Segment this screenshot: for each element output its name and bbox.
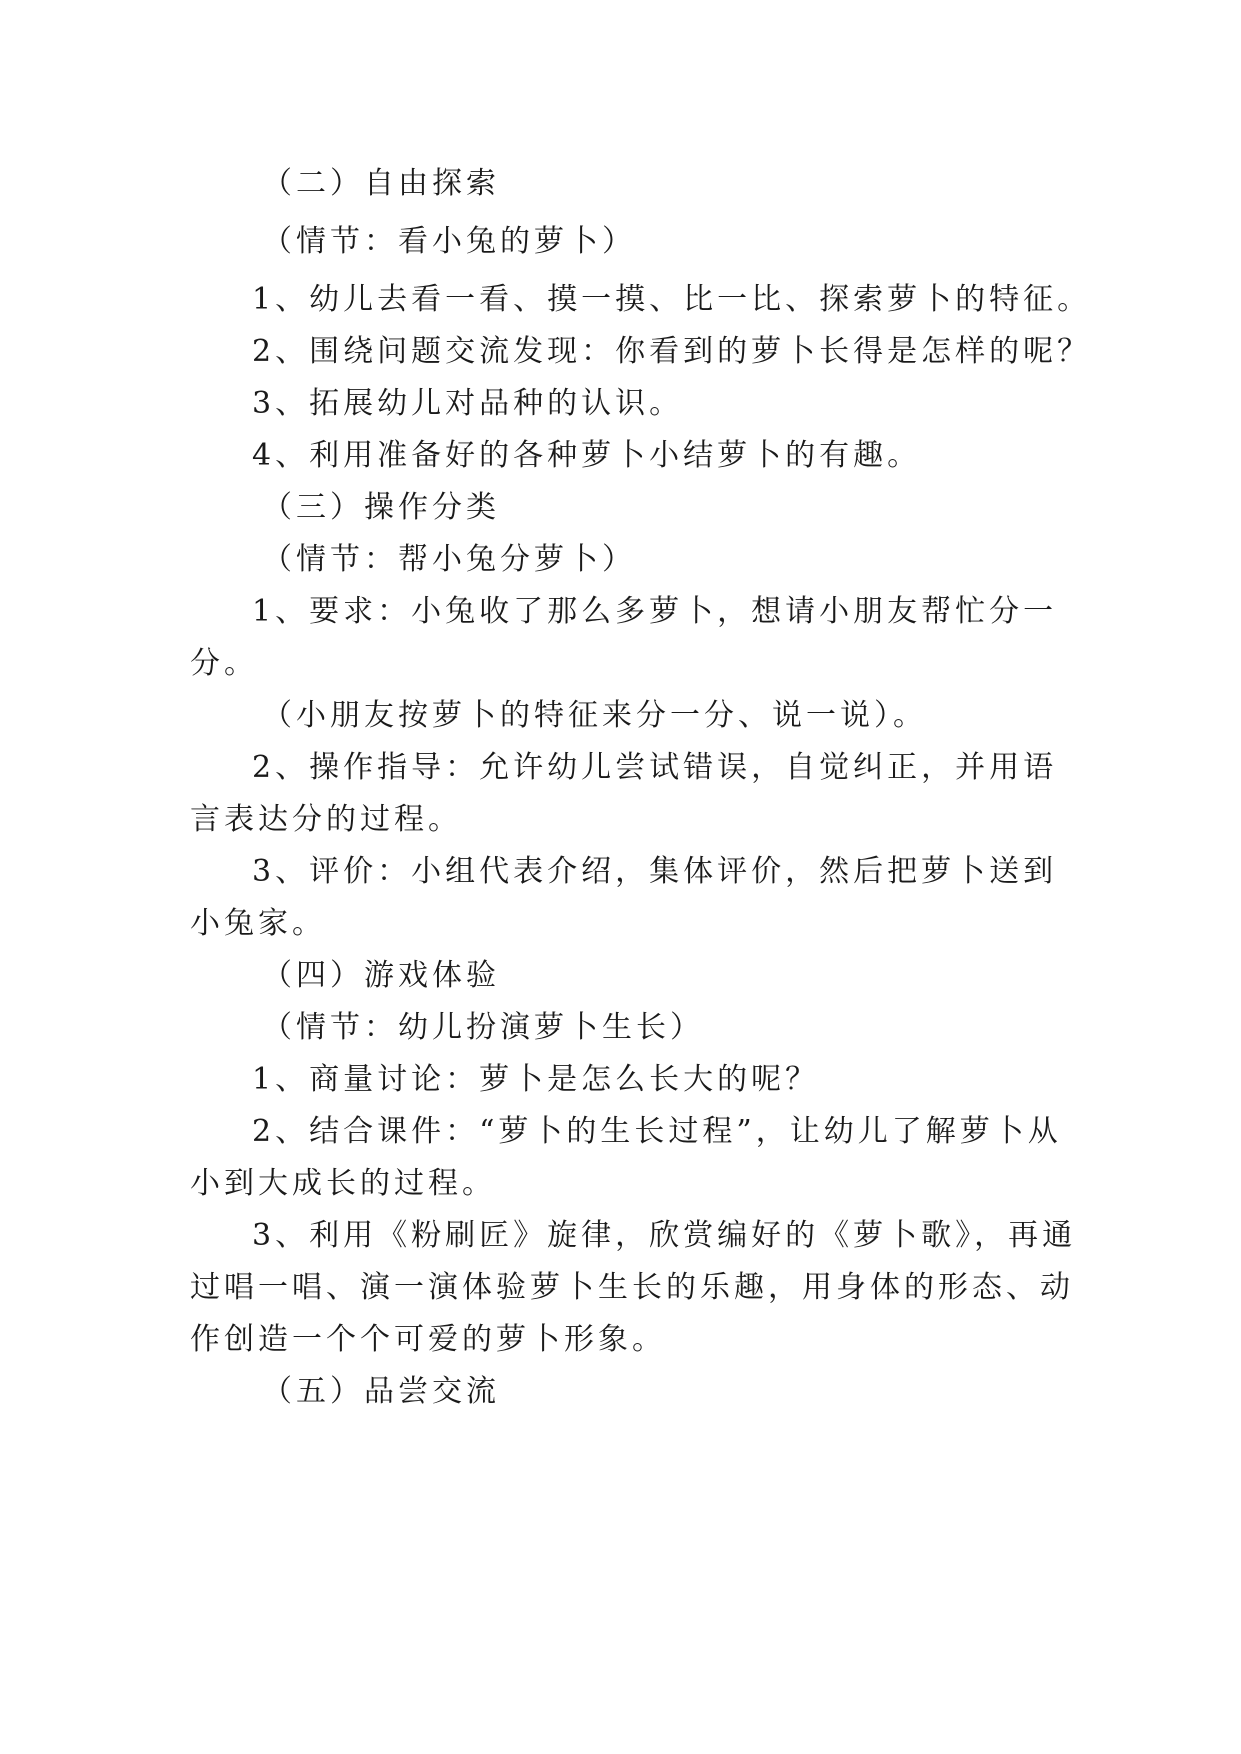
paragraph: 2、操作指导：允许幼儿尝试错误，自觉纠正，并用语 <box>252 750 1058 785</box>
paragraph-continuation: 言表达分的过程。 <box>190 802 462 837</box>
paragraph: 4、利用准备好的各种萝卜小结萝卜的有趣。 <box>252 438 922 473</box>
plot-note: （情节：帮小兔分萝卜） <box>262 542 636 577</box>
paragraph-continuation: 过唱一唱、演一演体验萝卜生长的乐趣，用身体的形态、动 <box>190 1270 1074 1305</box>
paragraph: 3、评价：小组代表介绍，集体评价，然后把萝卜送到 <box>252 854 1058 889</box>
paragraph: 3、利用《粉刷匠》旋律，欣赏编好的《萝卜歌》，再通 <box>252 1218 1077 1253</box>
section-heading-3: （三）操作分类 <box>262 490 500 525</box>
paragraph: （小朋友按萝卜的特征来分一分、说一说）。 <box>262 698 927 733</box>
section-heading-5: （五）品尝交流 <box>262 1374 500 1409</box>
plot-note: （情节：幼儿扮演萝卜生长） <box>262 1010 704 1045</box>
paragraph-continuation: 小兔家。 <box>190 906 326 941</box>
paragraph-continuation: 作创造一个个可爱的萝卜形象。 <box>190 1322 666 1357</box>
section-heading-4: （四）游戏体验 <box>262 958 500 993</box>
plot-note: （情节：看小兔的萝卜） <box>262 224 636 259</box>
paragraph: 2、结合课件：“萝卜的生长过程”，让幼儿了解萝卜从 <box>252 1114 1062 1149</box>
paragraph: 1、商量讨论：萝卜是怎么长大的呢？ <box>252 1062 820 1097</box>
paragraph: 3、拓展幼儿对品种的认识。 <box>252 386 684 421</box>
paragraph-continuation: 分。 <box>190 646 258 681</box>
paragraph-continuation: 小到大成长的过程。 <box>190 1166 496 1201</box>
paragraph: 1、要求：小兔收了那么多萝卜，想请小朋友帮忙分一 <box>252 594 1058 629</box>
paragraph: 2、围绕问题交流发现：你看到的萝卜长得是怎样的呢？ <box>252 334 1092 369</box>
paragraph: 1、幼儿去看一看、摸一摸、比一比、探索萝卜的特征。 <box>252 282 1092 317</box>
section-heading-2: （二）自由探索 <box>262 166 500 201</box>
